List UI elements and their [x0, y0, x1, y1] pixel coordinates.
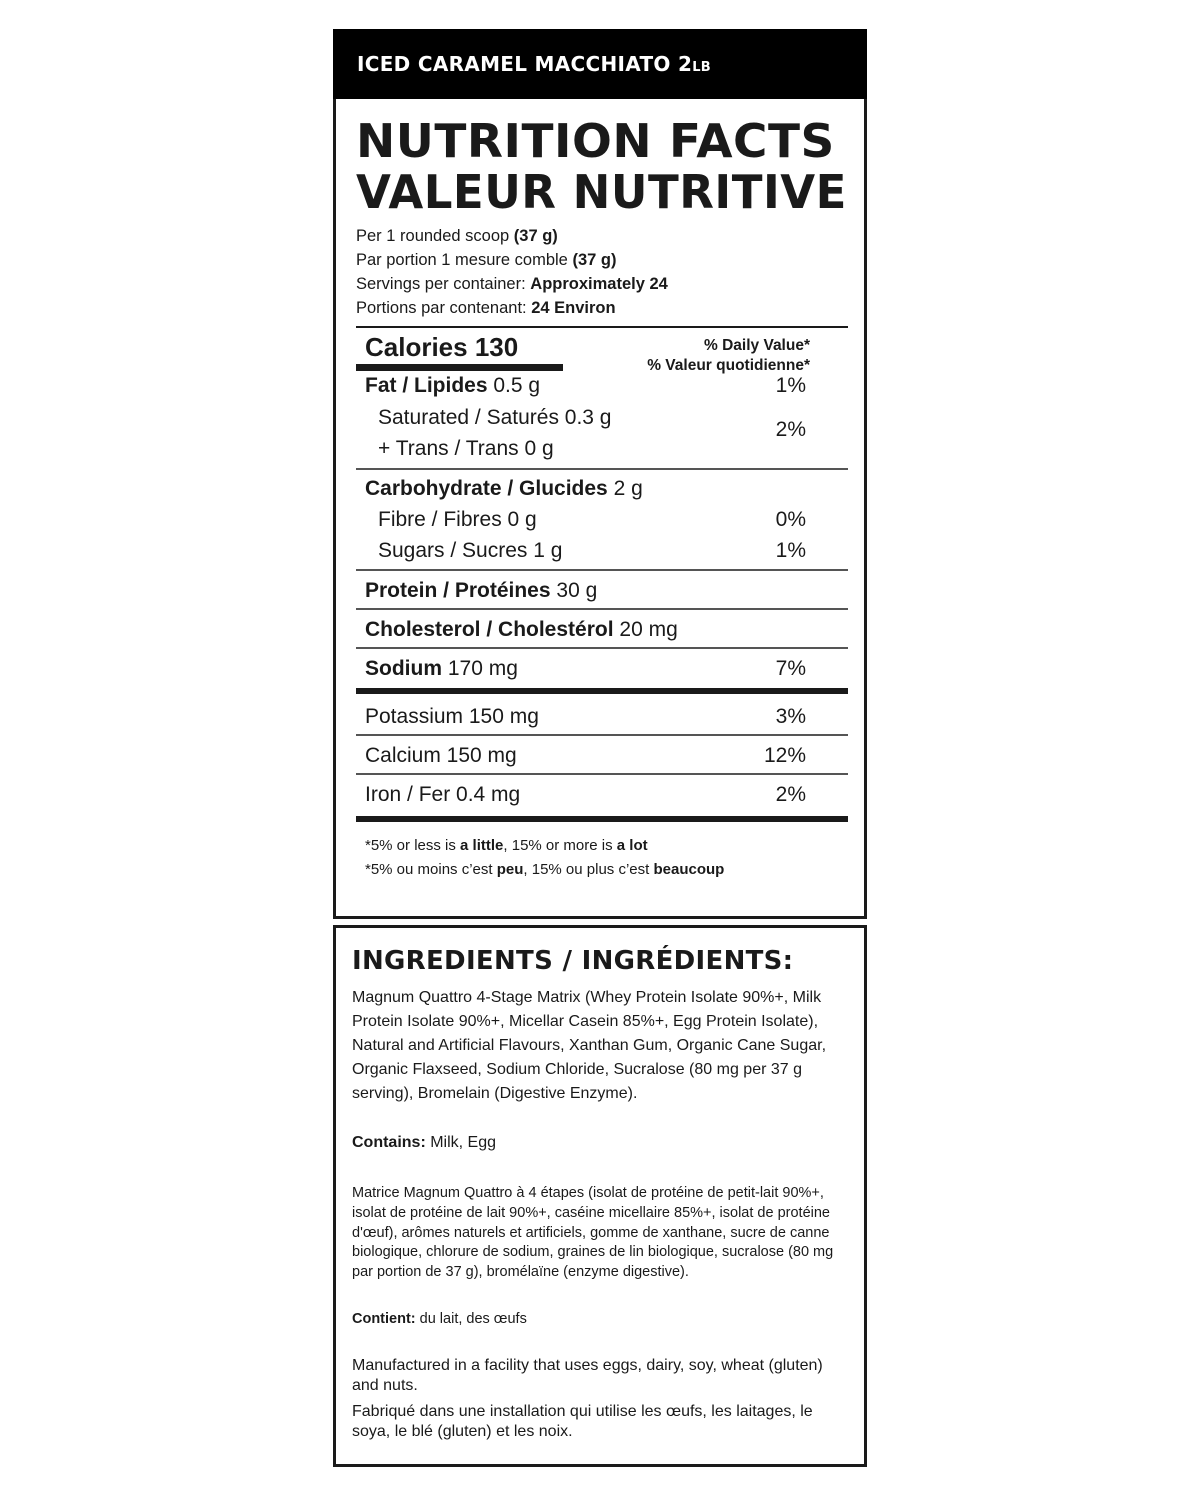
ingredients-english: Magnum Quattro 4-Stage Matrix (Whey Protein Isolate 90%+, Milk Protein Isolate 90%+, Micellar Casein 85%+, Egg Protein Isolate), Natural and Artificial Flavours, Xanthan Gum, Organic Cane Sugar, Organic Flaxseed, Sodium Chloride, Sucralose (80 mg per 37 g serving), Bromelain (Digestive Enzyme).: [352, 989, 827, 1102]
sodium-row: Sodium 170 mg: [365, 657, 518, 680]
fat-row: Fat / Lipides 0.5 g: [365, 374, 541, 397]
calcium-row: Calcium 150 mg: [365, 744, 517, 767]
sodium-pct: 7%: [775, 657, 806, 680]
product-name-bar: [333, 29, 867, 99]
sugars-pct: 1%: [775, 539, 806, 562]
divider: [356, 773, 848, 775]
cholesterol-row: Cholesterol / Cholestérol 20 mg: [365, 618, 678, 641]
title-english: NUTRITION FACTS: [356, 114, 835, 168]
divider: [356, 734, 848, 736]
daily-value-fr: % Valeur quotidienne*: [647, 357, 810, 374]
daily-value-header: [647, 336, 810, 376]
serving-size-fr: Par portion 1 mesure comble (37 g): [356, 251, 617, 269]
facility-warning-en: Manufactured in a facility that uses eggs, dairy, soy, wheat (gluten) and nuts.: [352, 1357, 823, 1394]
divider: [356, 569, 848, 571]
thick-divider: [356, 688, 848, 694]
product-name: ICED CARAMEL MACCHIATO 2: [357, 52, 693, 76]
allergens-french: Contient: du lait, des œufs: [352, 1311, 527, 1327]
allergens-english: Contains: Milk, Egg: [352, 1134, 497, 1151]
carbohydrate-row: Carbohydrate / Glucides 2 g: [365, 477, 643, 500]
calories-top-rule: [356, 326, 848, 328]
title-french: VALEUR NUTRITIVE: [356, 165, 847, 219]
divider: [356, 468, 848, 470]
trans-row: + Trans / Trans 0 g: [378, 437, 554, 460]
daily-value-en: % Daily Value*: [704, 337, 810, 354]
fat-pct: 1%: [775, 374, 806, 397]
fibre-pct: 0%: [775, 508, 806, 531]
fibre-row: Fibre / Fibres 0 g: [378, 508, 537, 531]
potassium-row: Potassium 150 mg: [365, 705, 539, 728]
divider: [356, 608, 848, 610]
nutrition-facts-panel: [333, 29, 867, 919]
thick-divider: [356, 816, 848, 822]
calories-underline: [356, 364, 563, 371]
sugars-row: Sugars / Sucres 1 g: [378, 539, 563, 562]
ingredients-title: INGREDIENTS / INGRÉDIENTS:: [352, 946, 794, 976]
iron-row: Iron / Fer 0.4 mg: [365, 783, 521, 806]
ingredients-french: Matrice Magnum Quattro à 4 étapes (isolat de protéine de petit-lait 90%+, isolat de protéine de lait 90%+, caséine micellaire 85%+, isolat de protéine d'œuf), arômes naturels et artificiels, gomme de xanthane, sucre de canne biologique, chlorure de sodium, graines de lin biologique, sucralose (80 mg par portion de 37 g), bromélaïne (enzyme digestive).: [352, 1185, 834, 1281]
serving-size-en: Per 1 rounded scoop (37 g): [356, 227, 558, 245]
iron-pct: 2%: [775, 783, 806, 806]
servings-per-container-fr: Portions par contenant: 24 Environ: [356, 299, 616, 317]
servings-per-container-en: Servings per container: Approximately 24: [356, 275, 668, 293]
saturated-row: Saturated / Saturés 0.3 g: [378, 406, 612, 429]
calories-label: Calories 130: [365, 332, 519, 362]
saturated-trans-pct: 2%: [775, 418, 806, 441]
potassium-pct: 3%: [775, 705, 806, 728]
serving-info: [356, 224, 668, 320]
product-size-unit: LB: [692, 60, 712, 75]
ingredients-panel: [333, 925, 867, 1467]
footnote-fr: *5% ou moins c’est peu, 15% ou plus c’est beaucoup: [365, 861, 725, 878]
divider: [356, 647, 848, 649]
calcium-pct: 12%: [763, 744, 806, 767]
footnote-en: *5% or less is a little, 15% or more is a lot: [365, 837, 648, 854]
protein-row: Protein / Protéines 30 g: [365, 579, 598, 602]
facility-warning-fr: Fabriqué dans une installation qui utilise les œufs, les laitages, le soya, le blé (gluten) et les noix.: [352, 1403, 813, 1440]
